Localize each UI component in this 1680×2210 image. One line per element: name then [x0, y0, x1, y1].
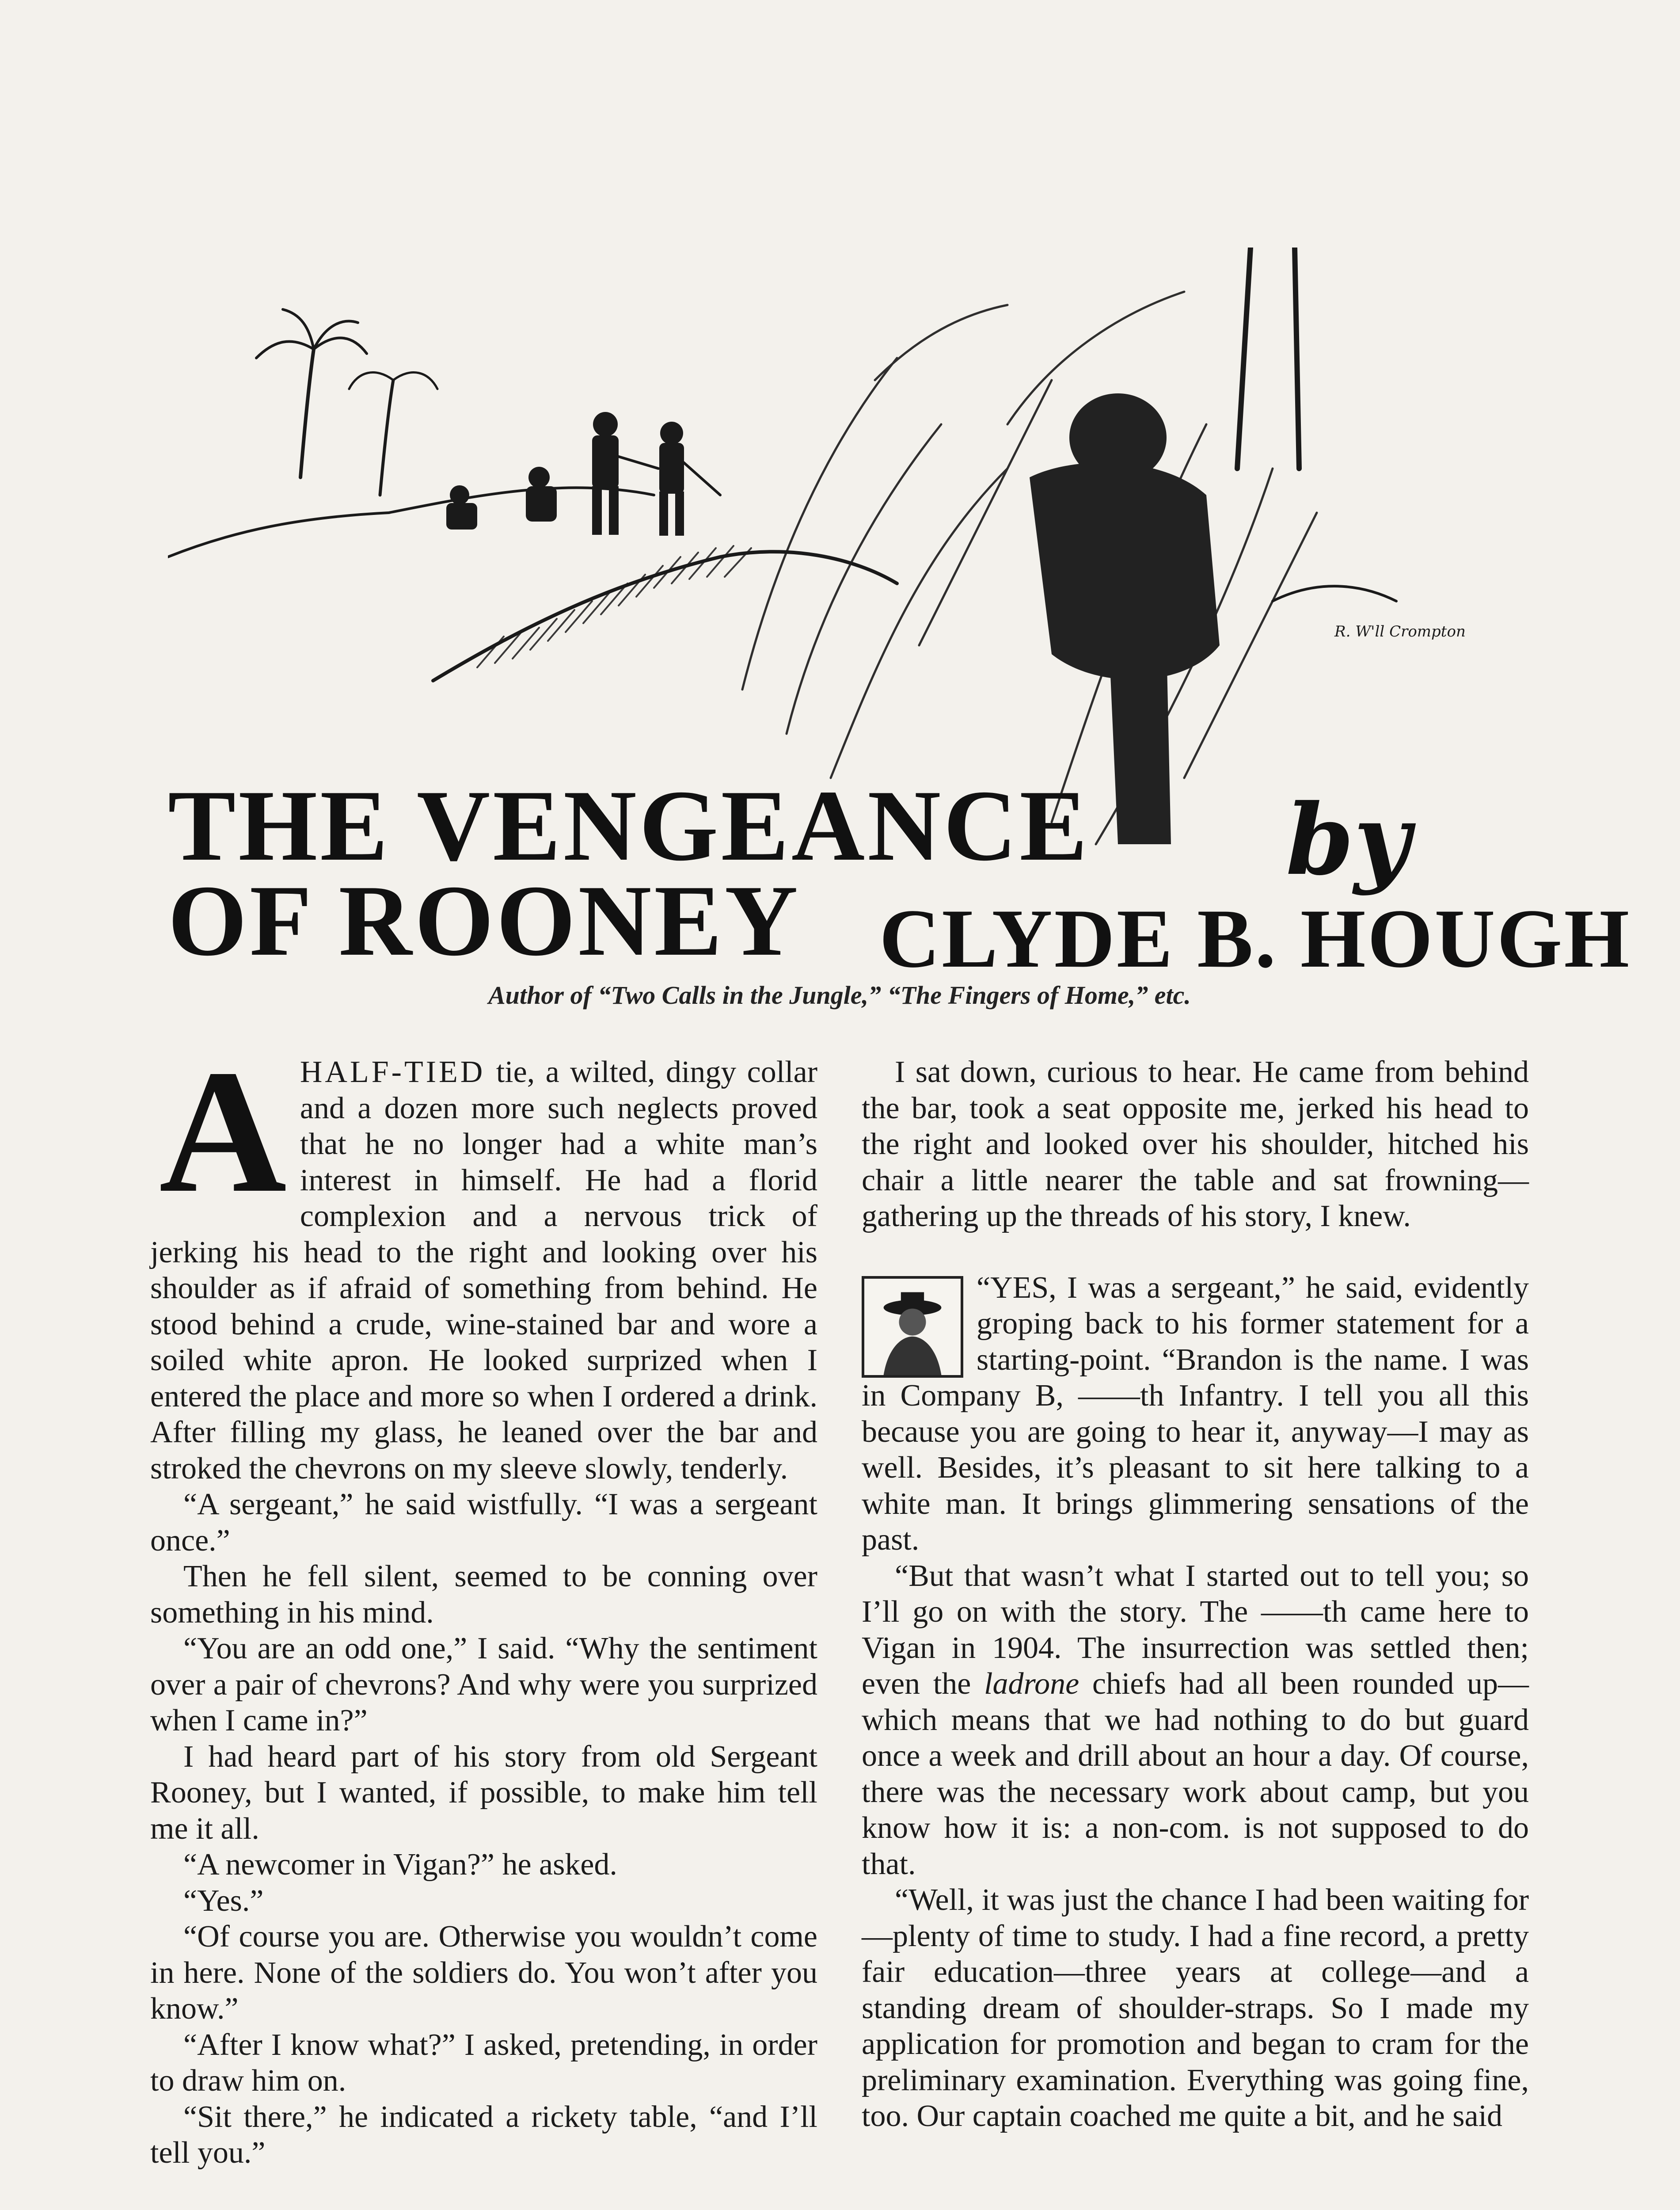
- title-line-2: OF ROONEY: [168, 864, 801, 977]
- paragraph: “Yes.”: [183, 1883, 264, 1918]
- paragraph: “Of course you are. Otherwise you wouldn’t come in here. None of the soldiers do. You won’t after you know.”: [150, 1920, 817, 2026]
- title-line-1: THE VENGEANCE: [168, 769, 1090, 882]
- text-column-right: [862, 1054, 1529, 2134]
- paragraph: “Well, it was just the chance I had been waiting for—plenty of time to study. I had a fine record, a pretty fair education—three years at college—and a standing dream of shoulder-straps. So I made my application for promotion and began to cram for the preliminary examination. Everything was going fine, too. Our captain coached me quite a bit, and he said: [862, 1883, 1529, 2133]
- paragraph: “A newcomer in Vigan?” he asked.: [183, 1848, 617, 1882]
- illustration-signature: R. W'll Crompton: [1334, 623, 1466, 640]
- paragraph: AHALF-TIED tie, a wilted, dingy collar and a dozen more such neglects proved that he no longer had a white man’s interest in himself. He had a florid complexion and a nervous trick of jerking his head to the right and looking over his shoulder as if afraid of something from behind. He stood behind a crude, wine-stained bar and wore a soiled white apron. He looked surprized when I entered the place and more so when I ordered a drink. After filling my glass, he leaned over the bar and stroked the chevrons on my sleeve slowly, tenderly.: [150, 1033, 817, 1486]
- paragraph: “After I know what?” I asked, pretending, in order to draw him on.: [150, 2027, 817, 2098]
- byline-by: by: [1286, 782, 1410, 897]
- soldier-portrait-vignette: [862, 1276, 963, 1378]
- paragraph: Then he fell silent, seemed to be conning over something in his mind.: [150, 1559, 817, 1630]
- paragraph: I sat down, curious to hear. He came from behind the bar, took a seat opposite me, jerked his head to the right and looked over his shoulder, hitched his chair a little nearer the table and sat frowning—gathering up the threads of his story, I knew.: [862, 1055, 1529, 1233]
- author-name: CLYDE B. HOUGH: [879, 892, 1631, 985]
- drop-cap: A: [159, 1033, 287, 1229]
- paragraph: “Sit there,” he indicated a rickety table, “and I’ll tell you.”: [150, 2100, 817, 2170]
- paragraph: “But that wasn’t what I started out to tell you; so I’ll go on with the story. The ——th came here to Vigan in 1904. The insurrection was settled then; even the ladrone chiefs had all been rounded up—which means that we had nothing to do but guard once a week and drill about an hour a day. Of course, there was the necessary work about camp, but you know how it is: a non-com. is not supposed to do that.: [862, 1558, 1529, 1881]
- lead-in: HALF-TIED: [300, 1055, 486, 1089]
- author-credits: Author of “Two Calls in the Jungle,” “The Fingers of Home,” etc.: [488, 981, 1191, 1010]
- paragraph: “A sergeant,” he said wistfully. “I was a sergeant once.”: [150, 1487, 817, 1558]
- text-column-left: [150, 1033, 817, 2171]
- paragraph: “You are an odd one,” I said. “Why the sentiment over a pair of chevrons? And why were you surprized when I came in?”: [150, 1631, 817, 1738]
- paragraph: “YES, I was a sergeant,” he said, evidently groping back to his former statement for a starting-point. “Brandon is the name. I was in Company B, ——th Infantry. I tell you all this because you are going to hear it, anyway—I may as well. Besides, it’s pleasant to sit here talking to a white man. It brings glimmering sensations of the past.: [862, 1270, 1529, 1557]
- paragraph: I had heard part of his story from old Sergeant Rooney, but I wanted, if possible, to make him tell me it all.: [150, 1739, 817, 1846]
